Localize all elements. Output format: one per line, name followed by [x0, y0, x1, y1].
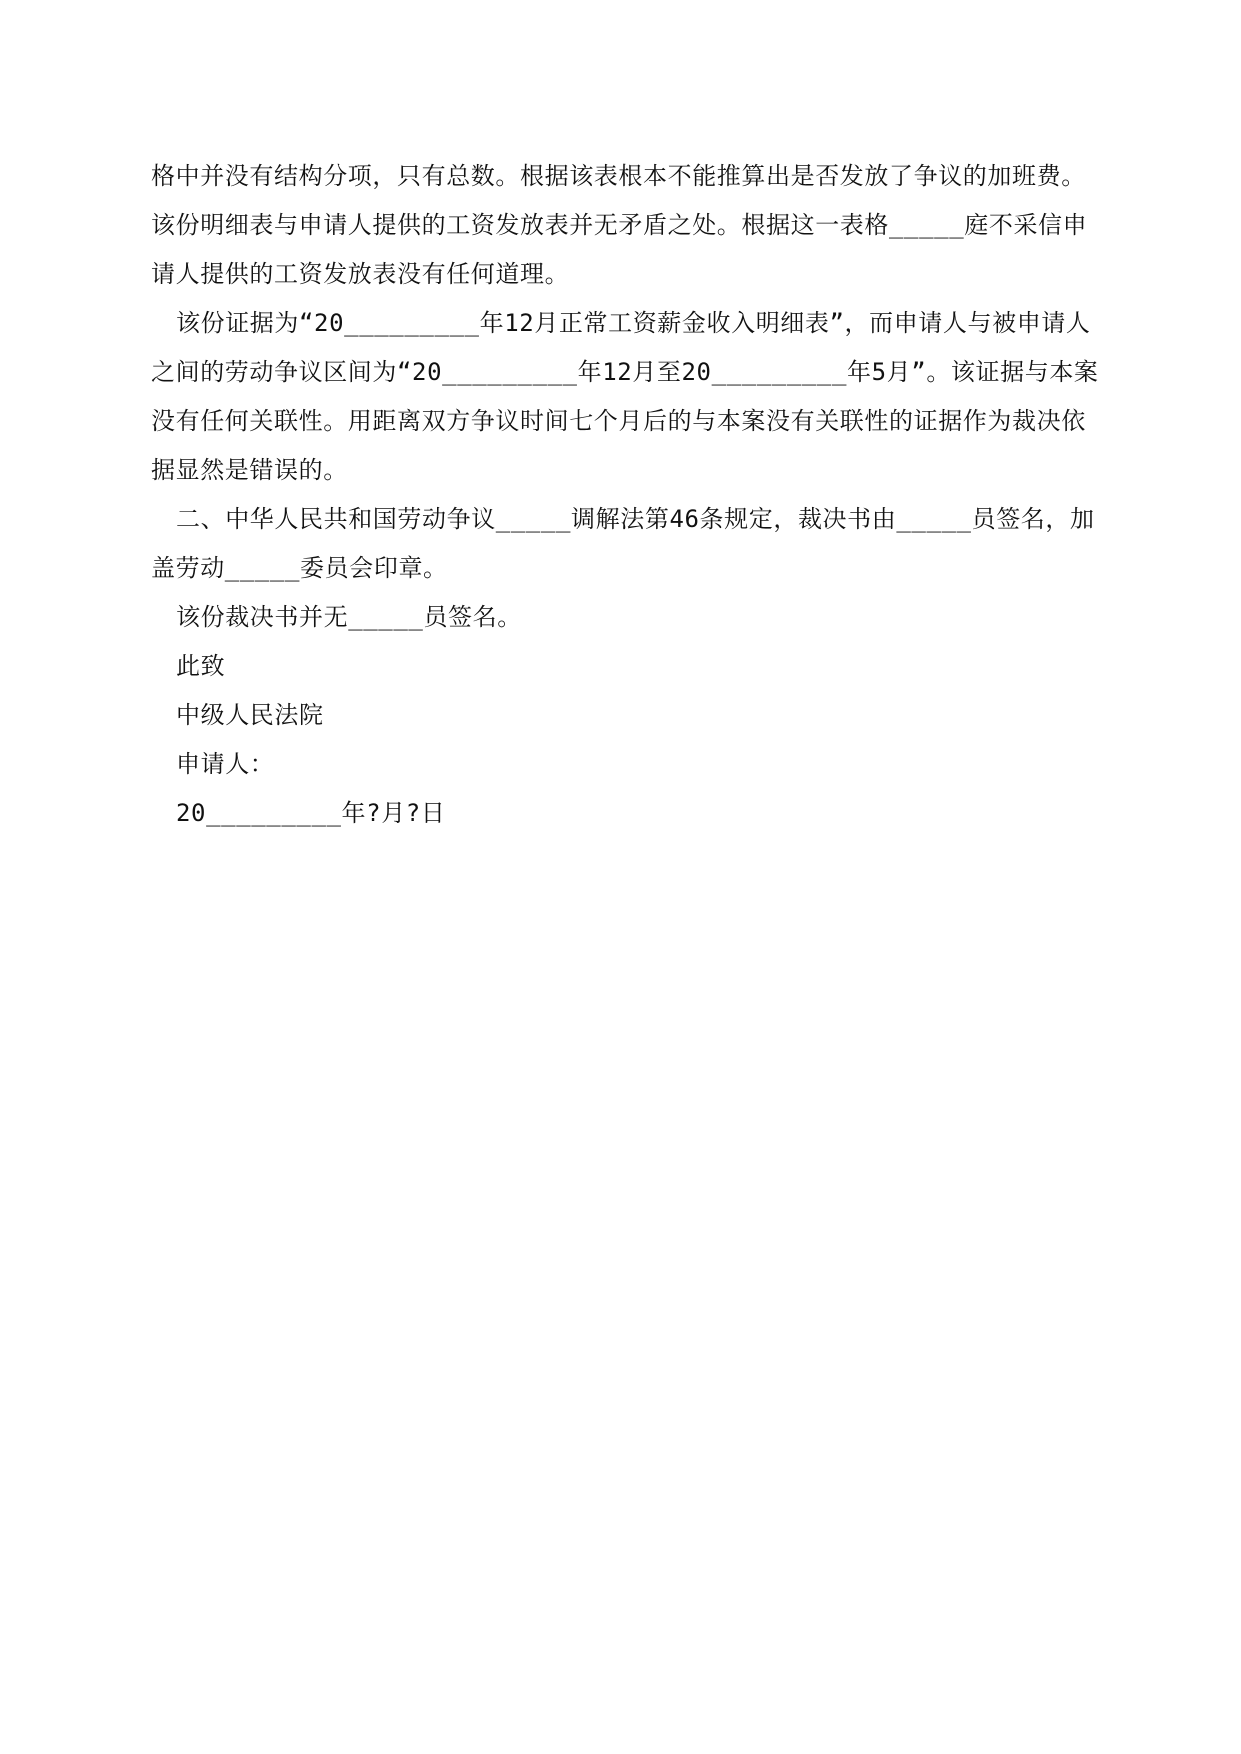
text-line: 该份证据为“20_________年12月正常工资薪金收入明细表”，而申请人与被申请人: [176, 309, 1091, 337]
salutation: 此致: [176, 652, 226, 680]
text-line: 据显然是错误的。: [151, 456, 348, 484]
text-line: 请人提供的工资发放表没有任何道理。: [151, 260, 570, 288]
text-line: 二、中华人民共和国劳动争议_____调解法第46条规定，裁决书由_____员签名，加: [176, 505, 1095, 533]
applicant-label: 申请人：: [176, 750, 275, 778]
text-line: 该份明细表与申请人提供的工资发放表并无矛盾之处。根据这一表格_____庭不采信申: [151, 211, 1088, 239]
date-line: 20_________年?月?日: [176, 799, 446, 827]
addressee: 中级人民法院: [176, 701, 324, 729]
text-line: 该份裁决书并无_____员签名。: [176, 603, 522, 631]
text-line: 盖劳动_____委员会印章。: [151, 554, 448, 582]
text-line: 没有任何关联性。用距离双方争议时间七个月后的与本案没有关联性的证据作为裁决依: [151, 407, 1086, 435]
text-line: 格中并没有结构分项，只有总数。根据该表根本不能推算出是否发放了争议的加班费。: [151, 162, 1086, 190]
document-body: [151, 152, 1099, 838]
text-line: 之间的劳动争议区间为“20_________年12月至20_________年5月”。该证据与本案: [151, 358, 1099, 386]
